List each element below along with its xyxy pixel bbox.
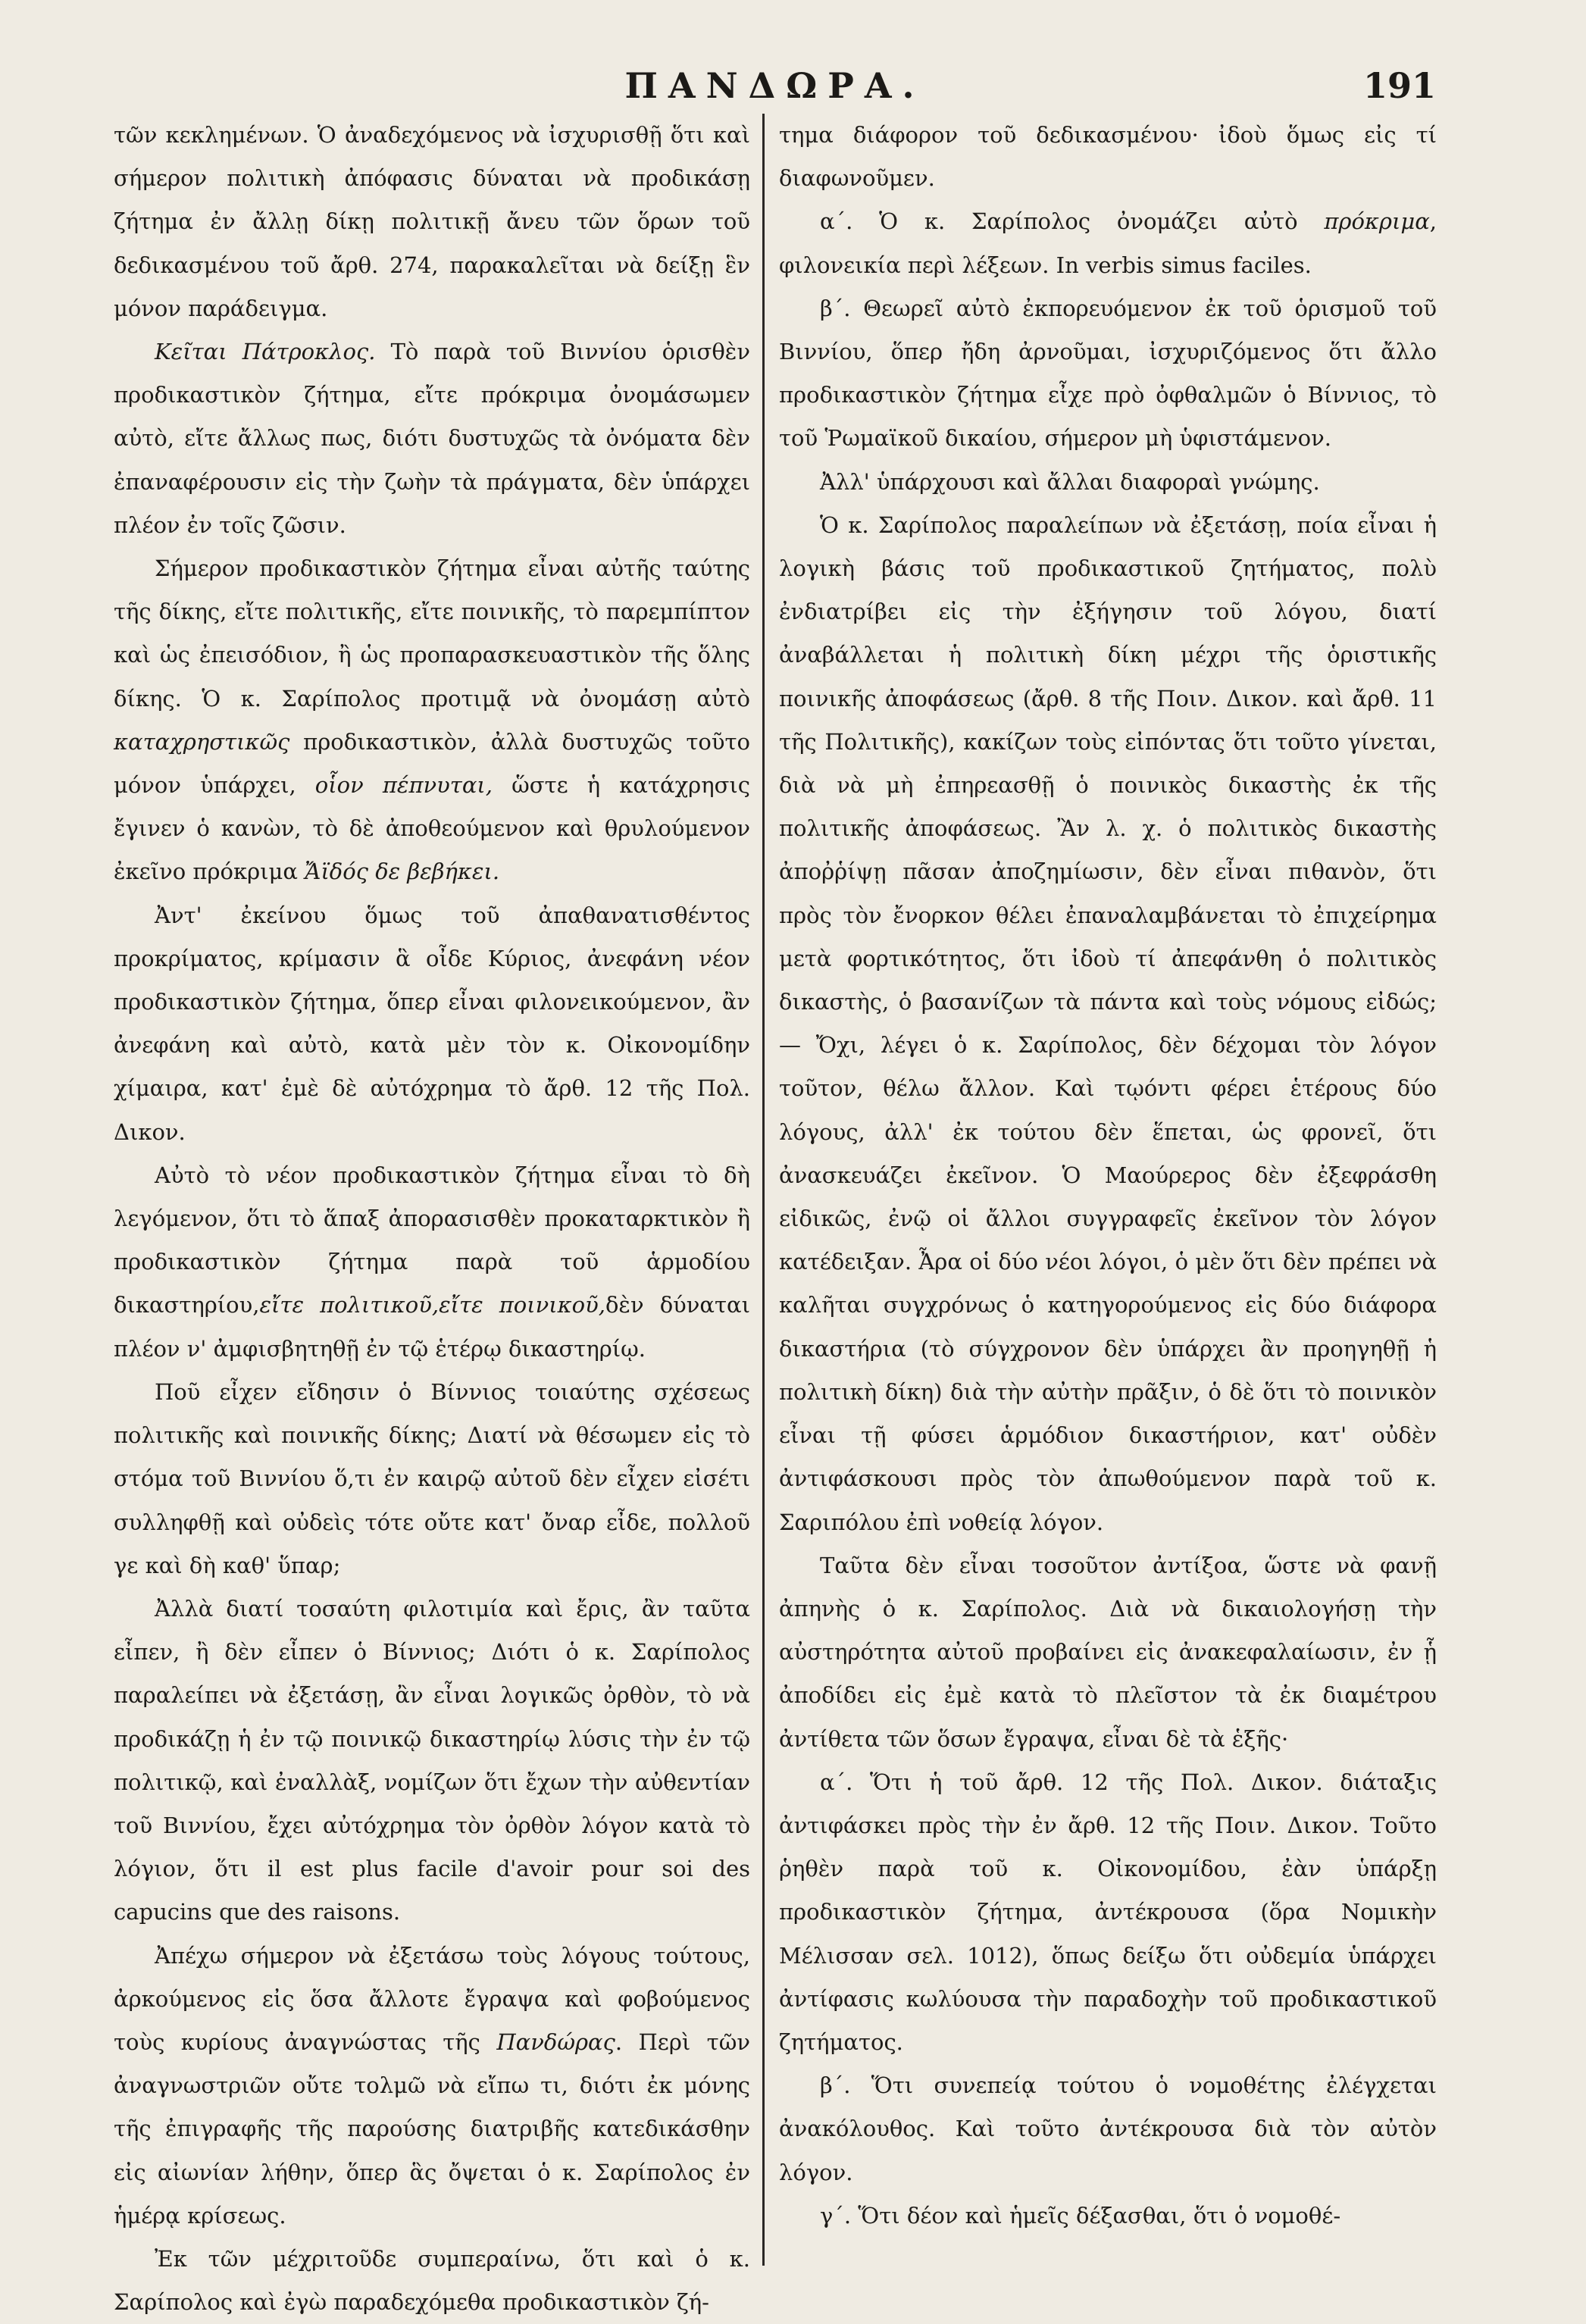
column-divider (762, 114, 765, 2266)
paragraph-text: Σήμερον προδικαστικὸν ζήτημα εἶναι αὐτῆς ταύτης τῆς δίκης, εἴτε πολιτικῆς, εἴτε ποινικῆς, τὸ παρεμπίπτον καὶ ὡς ἐπεισόδιον, ἢ ὡς προπαρασκευαστικὸν τῆς ὅλης δίκης. Ὁ κ. Σαρίπολος προτιμᾷ νὰ ὀνομάσῃ αὐτὸ (114, 555, 750, 712)
left-column (114, 114, 751, 2316)
italic-phrase: πρόκριμα (1324, 208, 1430, 235)
italic-phrase: Πανδώρας (496, 2028, 615, 2055)
list-item (779, 200, 1437, 286)
paragraph-text: α΄. Ὁ κ. Σαρίπολος ὀνομάζει αὐτὸ (820, 208, 1325, 235)
paragraph-text: προδικαστικὸν, ἀλλὰ δυστυχῶς τοῦτο μόνον ὑπάρχει, (114, 728, 750, 799)
right-column (779, 114, 1437, 2266)
list-item: α΄. Ὅτι ἡ τοῦ ἄρθ. 12 τῆς Πολ. Δικον. διάταξις ἀντιφάσκει πρὸς τὴν ἐν ἄρθ. 12 τῆς Ποιν. Δικον. Τοῦτο ῥηθὲν παρὰ τοῦ κ. Οἰκονομίδου, ἐὰν ὑπάρξῃ προδικαστικὸν ζήτημα, ἀντέκρουσα (ὅρα Νομικὴν Μέλισσαν σελ. 1012), ὅπως δείξω ὅτι οὐδεμία ὑπάρχει ἀντίφασις κωλύουσα τὴν παραδοχὴν τοῦ προδικαστικοῦ ζητήματος. (779, 1769, 1437, 2055)
paragraph-text: Ἀπέχω σήμερον νὰ ἐξετάσω τοὺς λόγους τούτους, ἀρκούμενος εἰς ὅσα ἄλλοτε ἔγραψα καὶ φοβούμενος τοὺς κυρίους ἀναγνώστας τῆς (114, 1942, 750, 2055)
italic-phrase: Κεῖται Πάτροκλος. (155, 339, 376, 365)
paragraph-text: . Περὶ τῶν ἀναγνωστριῶν οὔτε τολμῶ νὰ εἴπω τι, διότι ἐκ μόνης τῆς ἐπιγραφῆς τῆς παρούσης διατριβῆς κατεδικάσθην εἰς αἰωνίαν λήθην, ὅπερ ἃς ὄψεται ὁ κ. Σαρίπολος ἐν ἡμέρᾳ κρίσεως. (114, 2028, 750, 2229)
paragraph: Ταῦτα δὲν εἶναι τοσοῦτον ἀντίξοα, ὥστε νὰ φανῇ ἀπηνὴς ὁ κ. Σαρίπολος. Διὰ νὰ δικαιολογήσῃ τὴν αὐστηρότητα αὐτοῦ προβαίνει εἰς ἀνακεφαλαίωσιν, ἐν ᾗ ἀποδίδει εἰς ἐμὲ κατὰ τὸ πλεῖστον τὰ ἐκ διαμέτρου ἀντίθετα τῶν ὅσων ἔγραψα, εἶναι δὲ τὰ ἑξῆς· (779, 1552, 1437, 1752)
paragraph: Ἀλλὰ διατί τοσαύτη φιλοτιμία καὶ ἔρις, ἂν ταῦτα εἶπεν, ἢ δὲν εἶπεν ὁ Βίννιος; Διότι ὁ κ. Σαρίπολος παραλείπει νὰ ἐξετάσῃ, ἂν εἶναι λογικῶς ὀρθὸν, τὸ νὰ προδικάζῃ ἡ ἐν τῷ ποινικῷ δικαστηρίῳ λύσις τὴν ἐν τῷ πολιτικῷ, καὶ ἐναλλὰξ, νομίζων ὅτι ἔχων τὴν αὐθεντίαν τοῦ Βιννίου, ἔχει αὐτόχρημα τὸν ὀρθὸν λόγον κατὰ τὸ λόγιον, ὅτι il est plus facile d'avoir pour soi des capucins que des raisons. (114, 1595, 750, 1925)
paragraph: Ὁ κ. Σαρίπολος παραλείπων νὰ ἐξετάσῃ, ποία εἶναι ἡ λογικὴ βάσις τοῦ προδικαστικοῦ ζητήματος, πολὺ ἐνδιατρίβει εἰς τὴν ἐξήγησιν τοῦ λόγου, διατί ἀναβάλλεται ἡ πολιτικὴ δίκη μέχρι τῆς ὁριστικῆς ποινικῆς ἀποφάσεως (ἄρθ. 8 τῆς Ποιν. Δικον. καὶ ἄρθ. 11 τῆς Πολιτικῆς), κακίζων τοὺς εἰπόντας ὅτι τοῦτο γίνεται, διὰ νὰ μὴ ἐπηρεασθῇ ὁ ποινικὸς δικαστὴς ἐκ τῆς πολιτικῆς ἀποφάσεως. Ἂν λ. χ. ὁ πολιτικὸς δικαστὴς ἀποῤῥίψῃ πᾶσαν ἀποζημίωσιν, δὲν εἶναι πιθανὸν, ὅτι πρὸς τὸν ἔνορκον θέλει ἐπαναλαμβάνεται τὸ ἐπιχείρημα μετὰ φορτικότητος, ὅτι ἰδοὺ τί ἀπεφάνθη ὁ πολιτικὸς δικαστὴς, ὁ βασανίζων τὰ πάντα καὶ τοὺς νόμους εἰδώς; — Ὄχι, λέγει ὁ κ. Σαρίπολος, δὲν δέχομαι τὸν λόγον τοῦτον, θέλω ἄλλον. Καὶ τῳόντι φέρει ἑτέρους δύο λόγους, ἀλλ' ἐκ τούτου δὲν ἕπεται, ὡς φρονεῖ, ὅτι ἀνασκευάζει ἐκεῖνον. Ὁ Μαούρερος δὲν ἐξεφράσθη εἰδικῶς, ἐνῷ οἱ ἄλλοι συγγραφεῖς ἐκεῖνον τὸν λόγον κατέδειξαν. Ἆρα οἱ δύο νέοι λόγοι, ὁ μὲν ὅτι δὲν πρέπει νὰ καλῆται συγχρόνως ὁ κατηγορούμενος εἰς δύο διάφορα δικαστήρια (τὸ σύγχρονον δὲν ὑπάρχει ἂν προηγηθῇ ἡ πολιτικὴ δίκη) διὰ τὴν αὐτὴν πρᾶξιν, ὁ δὲ ὅτι τὸ ποινικὸν εἶναι τῇ φύσει ἁρμόδιον δικαστήριον, κατ' οὐδὲν ἀντιφάσκουσι πρὸς τὸν ἀπωθούμενον παρὰ τοῦ κ. Σαριπόλου ἐπὶ νοθείᾳ λόγον. (779, 511, 1437, 1535)
paragraph: Ποῦ εἶχεν εἴδησιν ὁ Βίννιος τοιαύτης σχέσεως πολιτικῆς καὶ ποινικῆς δίκης; Διατί νὰ θέσωμεν εἰς τὸ στόμα τοῦ Βιννίου ὅ,τι ἐν καιρῷ αὐτοῦ δὲν εἶχεν εἰσέτι συλληφθῇ καὶ οὐδεὶς τότε οὔτε κατ' ὄναρ εἶδε, πολλοῦ γε καὶ δὴ καθ' ὕπαρ; (114, 1378, 750, 1578)
italic-phrase: οἷον πέπνυται, (314, 772, 493, 799)
journal-title: ΠΑΝΔΩΡΑ. (624, 65, 925, 106)
paragraph-text: Αὐτὸ τὸ νέον προδικαστικὸν ζήτημα εἶναι τὸ δὴ λεγόμενον, ὅτι τὸ ἅπαξ ἀπορασισθὲν προκαταρκτικὸν ἢ προδικαστικὸν ζήτημα παρὰ τοῦ ἁρμοδίου δικαστηρίου, (114, 1162, 750, 1318)
list-item: β΄. Ὅτι συνεπείᾳ τούτου ὁ νομοθέτης ἐλέγχεται ἀνακόλουθος. Καὶ τοῦτο ἀντέκρουσα διὰ τὸν αὐτὸν λόγον. (779, 2072, 1437, 2185)
page-number: 191 (1362, 65, 1436, 106)
list-item: γ΄. Ὅτι δέον καὶ ἡμεῖς δέξασθαι, ὅτι ὁ νομοθέ- (820, 2202, 1341, 2229)
italic-phrase: εἴτε πολιτικοῦ,εἴτε ποινικοῦ, (259, 1292, 605, 1318)
paragraph-text: ὥστε ἡ κατάχρησις ἔγινεν ὁ κανὼν, τὸ δὲ ἀποθεούμενον καὶ θρυλούμενον ἐκεῖνο πρόκριμα (114, 772, 751, 885)
italic-phrase: Ἄϊδός δε βεβήκει. (305, 859, 500, 885)
paragraph (114, 547, 750, 894)
paragraph: τημα διάφορον τοῦ δεδικασμένου· ἰδοὺ ὅμως εἰς τί διαφωνοῦμεν. (779, 122, 1437, 192)
paragraph-text: δὲν δύναται πλέον ν' ἀμφισβητηθῇ ἐν τῷ ἑτέρῳ δικαστηρίῳ. (114, 1292, 751, 1362)
paragraph (114, 1154, 750, 1371)
paragraph (114, 330, 750, 547)
paragraph: τῶν κεκλημένων. Ὁ ἀναδεχόμενος νὰ ἰσχυρισθῇ ὅτι καὶ σήμερον πολιτικὴ ἀπόφασις δύναται νὰ προδικάσῃ ζήτημα ἐν ἄλλῃ δίκῃ πολιτικῇ ἄνευ τῶν ὅρων τοῦ δεδικασμένου τοῦ ἄρθ. 274, παρακαλεῖται νὰ δείξῃ ἓν μόνον παράδειγμα. (114, 122, 750, 321)
paragraph: Ἐκ τῶν μέχριτοῦδε συμπεραίνω, ὅτι καὶ ὁ κ. Σαρίπολος καὶ ἐγὼ παραδεχόμεθα προδικαστικὸν ζή- (114, 2245, 750, 2316)
paragraph: Ἀλλ' ὑπάρχουσι καὶ ἄλλαι διαφοραὶ γνώμης. (820, 468, 1320, 495)
paragraph: Ἀντ' ἐκείνου ὅμως τοῦ ἀπαθανατισθέντος προκρίματος, κρίμασιν ἃ οἶδε Κύριος, ἀνεφάνη νέον προδικαστικὸν ζήτημα, ὅπερ εἶναι φιλονεικούμενον, ἂν ἀνεφάνη καὶ αὐτὸ, κατὰ μὲν τὸν κ. Οἰκονομίδην χίμαιρα, κατ' ἐμὲ δὲ αὐτόχρημα τὸ ἄρθ. 12 τῆς Πολ. Δικον. (114, 902, 750, 1145)
paragraph-text: Τὸ παρὰ τοῦ Βιννίου ὁρισθὲν προδικαστικὸν ζήτημα, εἴτε πρόκριμα ὀνομάσωμεν αὐτὸ, εἴτε ἄλλως πως, διότι δυστυχῶς τὰ ὀνόματα δὲν ἐπαναφέρουσιν εἰς τὴν ζωὴν τὰ πράγματα, δὲν ὑπάρχει πλέον ἐν τοῖς ζῶσιν. (114, 339, 751, 538)
running-header (114, 59, 1436, 112)
italic-phrase: καταχρηστικῶς (114, 728, 290, 755)
paragraph-text: , φιλονεικία περὶ λέξεων. In verbis simus faciles. (779, 208, 1437, 278)
paragraph (114, 1935, 750, 2238)
list-item: β΄. Θεωρεῖ αὐτὸ ἐκπορευόμενον ἐκ τοῦ ὁρισμοῦ τοῦ Βιννίου, ὅπερ ἤδη ἀρνοῦμαι, ἰσχυριζόμενος ὅτι ἄλλο προδικαστικὸν ζήτημα εἶχε πρὸ ὀφθαλμῶν ὁ Βίννιος, τὸ τοῦ Ῥωμαϊκοῦ δικαίου, σήμερον μὴ ὑφιστάμενον. (779, 295, 1437, 452)
